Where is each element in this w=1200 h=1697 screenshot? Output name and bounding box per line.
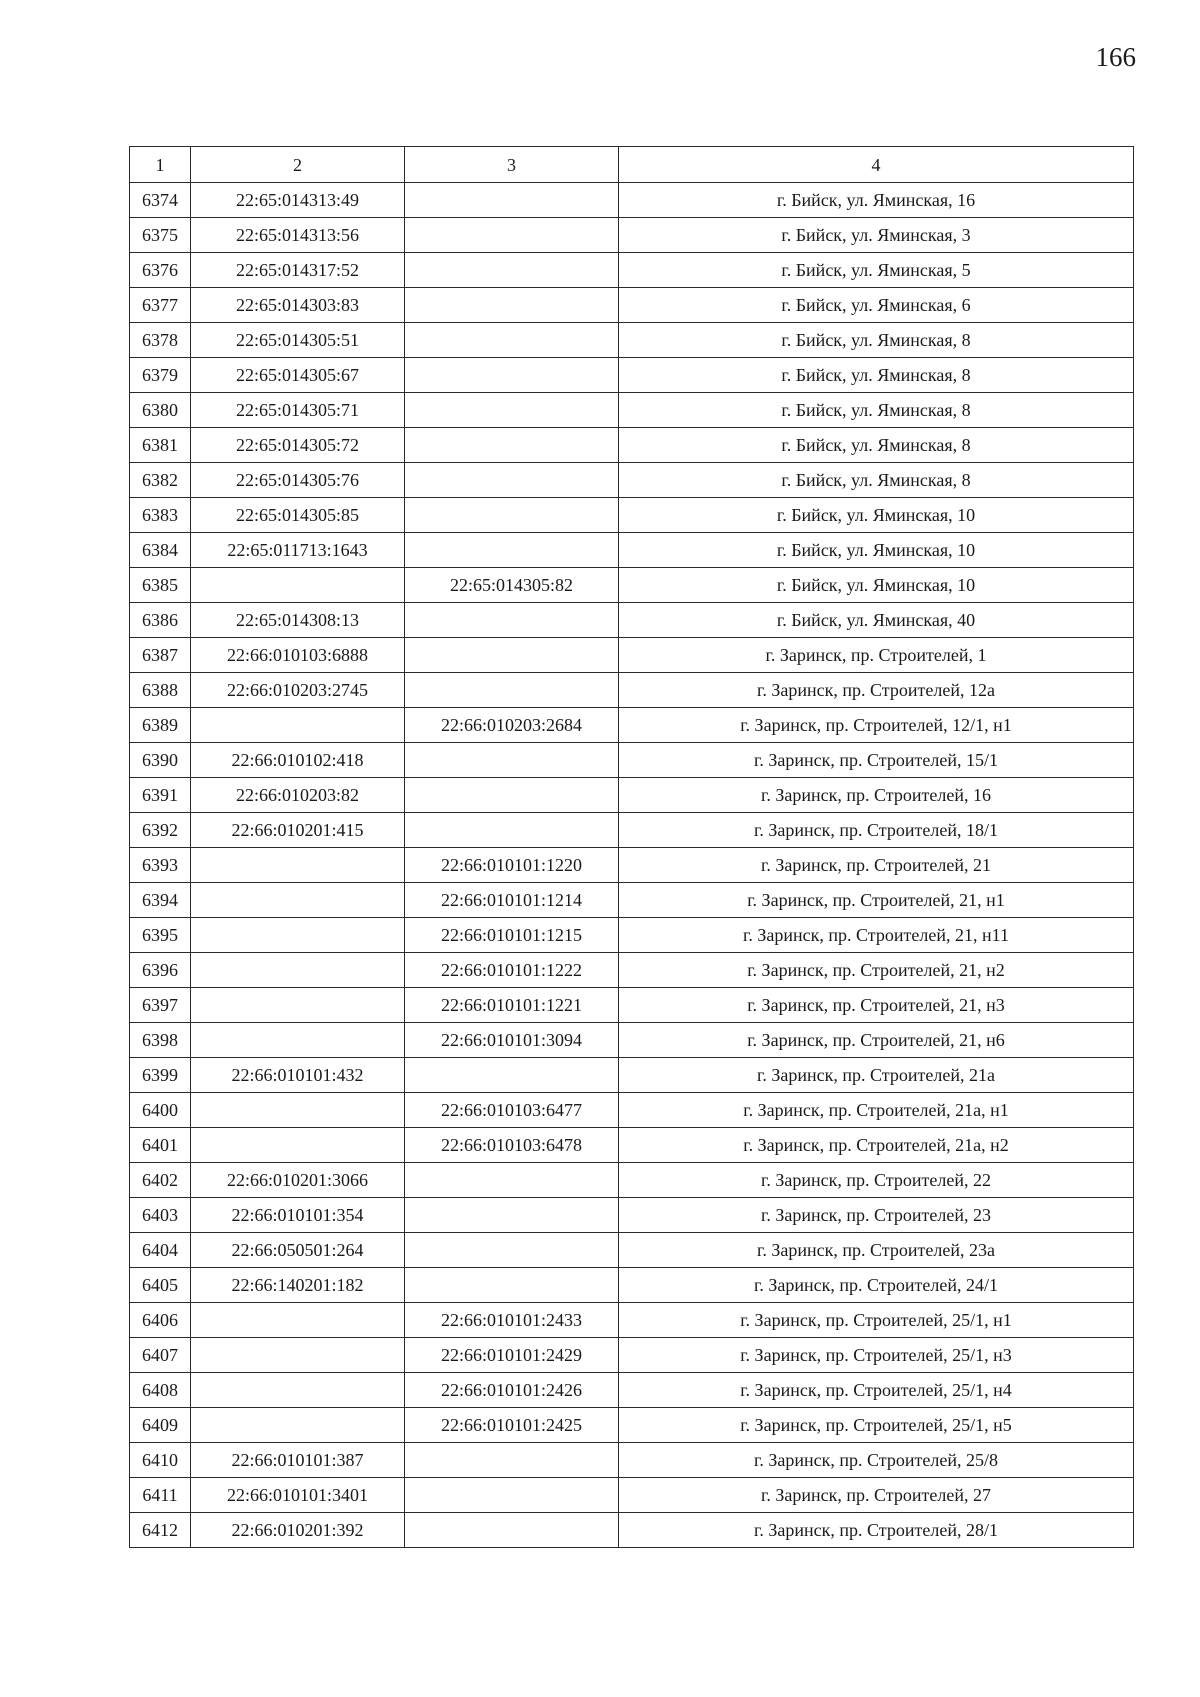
cadastral-number-cell: 22:65:011713:1643 [191, 533, 405, 568]
table-row [130, 603, 1134, 638]
cadastral-number-cell: 22:66:010203:82 [191, 778, 405, 813]
column-header-2: 2 [191, 147, 405, 183]
table-row [130, 813, 1134, 848]
row-number-cell: 6387 [130, 638, 191, 673]
cadastral-number-cell: 22:66:010101:3401 [191, 1478, 405, 1513]
cadastral-number-cell: 22:65:014305:72 [191, 428, 405, 463]
related-cadastral-number-cell: 22:66:010101:2429 [405, 1338, 619, 1373]
table-row [130, 1513, 1134, 1548]
related-cadastral-number-cell [405, 428, 619, 463]
address-cell: г. Бийск, ул. Яминская, 40 [619, 603, 1134, 638]
table-row [130, 463, 1134, 498]
cadastral-number-cell: 22:65:014313:49 [191, 183, 405, 218]
related-cadastral-number-cell [405, 498, 619, 533]
address-cell: г. Заринск, пр. Строителей, 21 [619, 848, 1134, 883]
table-row [130, 218, 1134, 253]
column-header-3: 3 [405, 147, 619, 183]
address-cell: г. Заринск, пр. Строителей, 27 [619, 1478, 1134, 1513]
related-cadastral-number-cell: 22:66:010101:2426 [405, 1373, 619, 1408]
related-cadastral-number-cell [405, 1478, 619, 1513]
row-number-cell: 6395 [130, 918, 191, 953]
cadastral-number-cell: 22:66:010201:415 [191, 813, 405, 848]
related-cadastral-number-cell [405, 813, 619, 848]
row-number-cell: 6406 [130, 1303, 191, 1338]
related-cadastral-number-cell [405, 743, 619, 778]
address-cell: г. Бийск, ул. Яминская, 8 [619, 393, 1134, 428]
cadastral-number-cell [191, 1093, 405, 1128]
cadastral-number-cell: 22:65:014305:67 [191, 358, 405, 393]
table-row [130, 1023, 1134, 1058]
cadastral-number-cell: 22:66:010103:6888 [191, 638, 405, 673]
row-number-cell: 6384 [130, 533, 191, 568]
cadastral-number-cell [191, 918, 405, 953]
row-number-cell: 6409 [130, 1408, 191, 1443]
cadastral-number-cell: 22:65:014308:13 [191, 603, 405, 638]
cadastral-number-cell: 22:65:014305:71 [191, 393, 405, 428]
cadastral-number-cell [191, 848, 405, 883]
related-cadastral-number-cell [405, 183, 619, 218]
row-number-cell: 6407 [130, 1338, 191, 1373]
row-number-cell: 6402 [130, 1163, 191, 1198]
row-number-cell: 6403 [130, 1198, 191, 1233]
related-cadastral-number-cell: 22:66:010101:2425 [405, 1408, 619, 1443]
address-cell: г. Заринск, пр. Строителей, 21, н11 [619, 918, 1134, 953]
cadastral-number-cell [191, 1373, 405, 1408]
address-cell: г. Заринск, пр. Строителей, 12а [619, 673, 1134, 708]
cadastral-number-cell: 22:65:014305:51 [191, 323, 405, 358]
address-cell: г. Бийск, ул. Яминская, 10 [619, 533, 1134, 568]
related-cadastral-number-cell [405, 778, 619, 813]
related-cadastral-number-cell: 22:66:010101:3094 [405, 1023, 619, 1058]
table-row [130, 568, 1134, 603]
related-cadastral-number-cell [405, 1443, 619, 1478]
table-header-row [130, 147, 1134, 183]
row-number-cell: 6388 [130, 673, 191, 708]
row-number-cell: 6389 [130, 708, 191, 743]
address-cell: г. Бийск, ул. Яминская, 8 [619, 463, 1134, 498]
table-row [130, 1163, 1134, 1198]
related-cadastral-number-cell: 22:66:010103:6477 [405, 1093, 619, 1128]
related-cadastral-number-cell: 22:65:014305:82 [405, 568, 619, 603]
row-number-cell: 6394 [130, 883, 191, 918]
address-cell: г. Бийск, ул. Яминская, 8 [619, 428, 1134, 463]
column-header-1: 1 [130, 147, 191, 183]
property-register-table [129, 146, 1134, 1548]
related-cadastral-number-cell [405, 288, 619, 323]
address-cell: г. Заринск, пр. Строителей, 21, н3 [619, 988, 1134, 1023]
cadastral-number-cell: 22:66:140201:182 [191, 1268, 405, 1303]
cadastral-number-cell: 22:66:010201:3066 [191, 1163, 405, 1198]
cadastral-number-cell [191, 883, 405, 918]
table-row [130, 1408, 1134, 1443]
table-row [130, 883, 1134, 918]
address-cell: г. Заринск, пр. Строителей, 25/8 [619, 1443, 1134, 1478]
row-number-cell: 6404 [130, 1233, 191, 1268]
related-cadastral-number-cell [405, 463, 619, 498]
address-cell: г. Заринск, пр. Строителей, 28/1 [619, 1513, 1134, 1548]
related-cadastral-number-cell [405, 1513, 619, 1548]
table-row [130, 183, 1134, 218]
cadastral-number-cell: 22:65:014305:76 [191, 463, 405, 498]
related-cadastral-number-cell: 22:66:010103:6478 [405, 1128, 619, 1163]
address-cell: г. Заринск, пр. Строителей, 21, н6 [619, 1023, 1134, 1058]
row-number-cell: 6376 [130, 253, 191, 288]
cadastral-number-cell: 22:66:010201:392 [191, 1513, 405, 1548]
row-number-cell: 6397 [130, 988, 191, 1023]
row-number-cell: 6385 [130, 568, 191, 603]
address-cell: г. Заринск, пр. Строителей, 22 [619, 1163, 1134, 1198]
cadastral-number-cell [191, 1023, 405, 1058]
address-cell: г. Заринск, пр. Строителей, 24/1 [619, 1268, 1134, 1303]
address-cell: г. Бийск, ул. Яминская, 10 [619, 568, 1134, 603]
related-cadastral-number-cell: 22:66:010101:1220 [405, 848, 619, 883]
address-cell: г. Заринск, пр. Строителей, 16 [619, 778, 1134, 813]
related-cadastral-number-cell [405, 673, 619, 708]
row-number-cell: 6405 [130, 1268, 191, 1303]
table-row [130, 1443, 1134, 1478]
table-row [130, 1198, 1134, 1233]
row-number-cell: 6382 [130, 463, 191, 498]
cadastral-number-cell [191, 708, 405, 743]
related-cadastral-number-cell [405, 603, 619, 638]
table-row [130, 988, 1134, 1023]
page-number: 166 [1095, 42, 1136, 72]
row-number-cell: 6377 [130, 288, 191, 323]
related-cadastral-number-cell [405, 1163, 619, 1198]
cadastral-number-cell [191, 1408, 405, 1443]
address-cell: г. Заринск, пр. Строителей, 21а, н1 [619, 1093, 1134, 1128]
address-cell: г. Бийск, ул. Яминская, 3 [619, 218, 1134, 253]
row-number-cell: 6401 [130, 1128, 191, 1163]
row-number-cell: 6390 [130, 743, 191, 778]
row-number-cell: 6412 [130, 1513, 191, 1548]
table-row [130, 1128, 1134, 1163]
row-number-cell: 6399 [130, 1058, 191, 1093]
address-cell: г. Бийск, ул. Яминская, 5 [619, 253, 1134, 288]
row-number-cell: 6408 [130, 1373, 191, 1408]
row-number-cell: 6381 [130, 428, 191, 463]
address-cell: г. Бийск, ул. Яминская, 6 [619, 288, 1134, 323]
address-cell: г. Бийск, ул. Яминская, 10 [619, 498, 1134, 533]
related-cadastral-number-cell: 22:66:010101:1221 [405, 988, 619, 1023]
row-number-cell: 6410 [130, 1443, 191, 1478]
table-body [130, 183, 1134, 1548]
address-cell: г. Бийск, ул. Яминская, 16 [619, 183, 1134, 218]
related-cadastral-number-cell [405, 323, 619, 358]
row-number-cell: 6398 [130, 1023, 191, 1058]
row-number-cell: 6379 [130, 358, 191, 393]
row-number-cell: 6378 [130, 323, 191, 358]
table-row [130, 1233, 1134, 1268]
table-row [130, 1373, 1134, 1408]
cadastral-number-cell [191, 988, 405, 1023]
related-cadastral-number-cell [405, 253, 619, 288]
related-cadastral-number-cell [405, 1268, 619, 1303]
column-header-4: 4 [619, 147, 1134, 183]
related-cadastral-number-cell [405, 1233, 619, 1268]
table-row [130, 743, 1134, 778]
related-cadastral-number-cell [405, 1058, 619, 1093]
table-row [130, 1303, 1134, 1338]
row-number-cell: 6400 [130, 1093, 191, 1128]
table-row [130, 253, 1134, 288]
table-row [130, 673, 1134, 708]
address-cell: г. Заринск, пр. Строителей, 12/1, н1 [619, 708, 1134, 743]
row-number-cell: 6386 [130, 603, 191, 638]
related-cadastral-number-cell [405, 393, 619, 428]
table-row [130, 288, 1134, 323]
address-cell: г. Заринск, пр. Строителей, 18/1 [619, 813, 1134, 848]
cadastral-number-cell: 22:65:014313:56 [191, 218, 405, 253]
address-cell: г. Заринск, пр. Строителей, 23а [619, 1233, 1134, 1268]
row-number-cell: 6391 [130, 778, 191, 813]
cadastral-number-cell: 22:66:010101:387 [191, 1443, 405, 1478]
related-cadastral-number-cell [405, 218, 619, 253]
related-cadastral-number-cell [405, 358, 619, 393]
table-row [130, 778, 1134, 813]
address-cell: г. Заринск, пр. Строителей, 25/1, н5 [619, 1408, 1134, 1443]
address-cell: г. Бийск, ул. Яминская, 8 [619, 358, 1134, 393]
table-row [130, 638, 1134, 673]
table-row [130, 953, 1134, 988]
cadastral-number-cell [191, 1338, 405, 1373]
table-row [130, 533, 1134, 568]
table-row [130, 498, 1134, 533]
row-number-cell: 6392 [130, 813, 191, 848]
table-row [130, 358, 1134, 393]
table-row [130, 323, 1134, 358]
table-row [130, 1093, 1134, 1128]
cadastral-number-cell: 22:65:014303:83 [191, 288, 405, 323]
address-cell: г. Заринск, пр. Строителей, 21а [619, 1058, 1134, 1093]
cadastral-number-cell: 22:66:010101:354 [191, 1198, 405, 1233]
row-number-cell: 6380 [130, 393, 191, 428]
cadastral-number-cell [191, 1128, 405, 1163]
related-cadastral-number-cell: 22:66:010101:1215 [405, 918, 619, 953]
cadastral-number-cell: 22:65:014305:85 [191, 498, 405, 533]
related-cadastral-number-cell [405, 638, 619, 673]
table-row [130, 1478, 1134, 1513]
cadastral-number-cell: 22:66:010102:418 [191, 743, 405, 778]
table-row [130, 393, 1134, 428]
table-row [130, 428, 1134, 463]
cadastral-number-cell: 22:66:010101:432 [191, 1058, 405, 1093]
cadastral-number-cell: 22:65:014317:52 [191, 253, 405, 288]
table-row [130, 1338, 1134, 1373]
related-cadastral-number-cell: 22:66:010203:2684 [405, 708, 619, 743]
address-cell: г. Заринск, пр. Строителей, 25/1, н4 [619, 1373, 1134, 1408]
related-cadastral-number-cell: 22:66:010101:2433 [405, 1303, 619, 1338]
cadastral-number-cell: 22:66:050501:264 [191, 1233, 405, 1268]
row-number-cell: 6393 [130, 848, 191, 883]
table-row [130, 848, 1134, 883]
address-cell: г. Заринск, пр. Строителей, 21, н1 [619, 883, 1134, 918]
cadastral-number-cell [191, 568, 405, 603]
cadastral-number-cell [191, 953, 405, 988]
row-number-cell: 6411 [130, 1478, 191, 1513]
related-cadastral-number-cell [405, 1198, 619, 1233]
table-row [130, 708, 1134, 743]
table-row [130, 1058, 1134, 1093]
row-number-cell: 6396 [130, 953, 191, 988]
address-cell: г. Заринск, пр. Строителей, 21, н2 [619, 953, 1134, 988]
address-cell: г. Бийск, ул. Яминская, 8 [619, 323, 1134, 358]
address-cell: г. Заринск, пр. Строителей, 21а, н2 [619, 1128, 1134, 1163]
address-cell: г. Заринск, пр. Строителей, 15/1 [619, 743, 1134, 778]
related-cadastral-number-cell: 22:66:010101:1214 [405, 883, 619, 918]
address-cell: г. Заринск, пр. Строителей, 25/1, н1 [619, 1303, 1134, 1338]
table-row [130, 918, 1134, 953]
related-cadastral-number-cell: 22:66:010101:1222 [405, 953, 619, 988]
cadastral-number-cell [191, 1303, 405, 1338]
address-cell: г. Заринск, пр. Строителей, 25/1, н3 [619, 1338, 1134, 1373]
table-row [130, 1268, 1134, 1303]
row-number-cell: 6375 [130, 218, 191, 253]
row-number-cell: 6374 [130, 183, 191, 218]
address-cell: г. Заринск, пр. Строителей, 23 [619, 1198, 1134, 1233]
address-cell: г. Заринск, пр. Строителей, 1 [619, 638, 1134, 673]
row-number-cell: 6383 [130, 498, 191, 533]
cadastral-number-cell: 22:66:010203:2745 [191, 673, 405, 708]
related-cadastral-number-cell [405, 533, 619, 568]
